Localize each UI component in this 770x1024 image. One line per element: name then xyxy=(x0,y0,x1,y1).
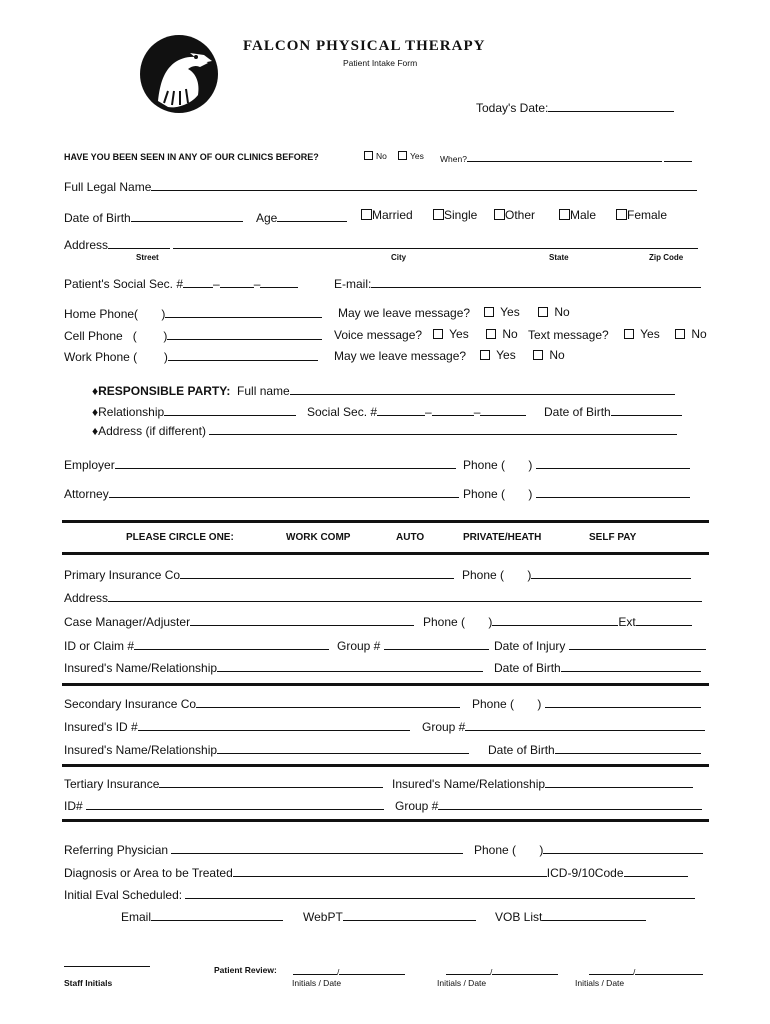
text-yes[interactable] xyxy=(624,327,660,341)
single-option[interactable] xyxy=(433,208,477,222)
secondary-group-field[interactable] xyxy=(422,719,705,734)
work-msg-yes[interactable] xyxy=(480,348,516,362)
checkbox-icon xyxy=(484,307,494,317)
insured-id-label: Insured's ID # xyxy=(64,720,138,734)
patient-review-text: Patient Review xyxy=(214,965,274,975)
webpt-field[interactable] xyxy=(303,909,476,924)
case-manager-field[interactable] xyxy=(64,614,414,629)
checkbox-icon xyxy=(361,209,372,220)
ssn-label: Patient's Social Sec. # xyxy=(64,277,184,291)
work-msg-no[interactable] xyxy=(533,348,565,362)
option-work-comp[interactable]: WORK COMP xyxy=(286,532,351,543)
diagnosis-label: Diagnosis or Area to be Treated xyxy=(64,866,233,880)
email-label: Email xyxy=(121,910,152,924)
dob-label: Date of Birth xyxy=(64,211,131,225)
home-leave-message xyxy=(338,306,470,320)
primary-address-field[interactable] xyxy=(64,590,702,605)
group-label: Group # xyxy=(337,639,381,653)
leave-message-label: May we leave message? xyxy=(338,306,471,320)
review-1-field[interactable]: / xyxy=(293,965,405,977)
secondary-insurance-label: Secondary Insurance Co xyxy=(64,697,197,711)
primary-phone-field[interactable]: Phone ( ) xyxy=(462,567,691,582)
voice-yes[interactable] xyxy=(433,327,469,341)
age-field[interactable] xyxy=(256,210,347,225)
primary-insured-name-field[interactable] xyxy=(64,660,483,675)
checkbox-icon xyxy=(480,350,490,360)
email-label: E-mail: xyxy=(334,277,372,291)
section-divider xyxy=(62,819,709,822)
yes-label: Yes xyxy=(449,327,469,341)
age-label: Age xyxy=(256,211,278,225)
seen-before-yes[interactable] xyxy=(398,151,424,161)
male-option[interactable] xyxy=(559,208,596,222)
tertiary-insurance-field[interactable] xyxy=(64,776,383,791)
responsible-ssn-field[interactable]: Social Sec. # – – xyxy=(307,404,526,419)
employer-field[interactable] xyxy=(64,457,456,472)
primary-insurance-field[interactable] xyxy=(64,567,454,582)
review-3-field[interactable]: / xyxy=(589,965,703,977)
checkbox-icon xyxy=(494,209,505,220)
icd-label: ICD-9/10Code xyxy=(546,866,624,880)
checkbox-icon xyxy=(364,151,373,160)
zip-label: Zip Code xyxy=(649,253,684,262)
staff-initials-label: Staff Initials xyxy=(64,978,113,988)
responsible-relationship-field[interactable]: ♦Relationship xyxy=(92,404,296,419)
group-label: Group # xyxy=(395,799,439,813)
circle-one-label: PLEASE CIRCLE ONE: xyxy=(126,532,234,543)
tertiary-insurance-label: Tertiary Insurance xyxy=(64,777,160,791)
city-label: City xyxy=(391,253,407,262)
single-label: Single xyxy=(444,208,478,222)
yes-label: Yes xyxy=(500,305,520,319)
home-phone-label: Home Phone xyxy=(64,307,135,321)
section-divider xyxy=(62,683,709,686)
referral-email-field[interactable] xyxy=(121,909,283,924)
primary-insurance-label: Primary Insurance Co xyxy=(64,568,181,582)
checkbox-icon xyxy=(398,151,407,160)
tertiary-insured-name-field[interactable] xyxy=(392,776,693,791)
when-field[interactable] xyxy=(440,153,692,164)
responsible-dob-label: Date of Birth xyxy=(544,405,611,419)
responsible-party-label: RESPONSIBLE PARTY: xyxy=(98,384,231,398)
attorney-label: Attorney xyxy=(64,487,109,501)
date-of-injury-field[interactable] xyxy=(494,638,706,653)
section-divider xyxy=(62,764,709,767)
dob-label: Date of Birth xyxy=(494,661,561,675)
referral-phone-field[interactable]: Phone ( ) xyxy=(474,842,703,857)
review-1-caption: Initials / Date xyxy=(292,978,342,988)
no-label: No xyxy=(502,327,518,341)
male-label: Male xyxy=(570,208,597,222)
form-subtitle: Patient Intake Form xyxy=(343,58,418,68)
todays-date-label: Today's Date: xyxy=(476,101,549,115)
webpt-label: WebPT xyxy=(303,910,343,924)
no-label: No xyxy=(554,305,570,319)
leave-message-label: May we leave message? xyxy=(334,349,467,363)
responsible-ssn-label: Social Sec. # xyxy=(307,405,378,419)
patient-review-label: Patient Review: xyxy=(214,965,277,975)
home-msg-no[interactable] xyxy=(538,305,570,319)
dob-label: Date of Birth xyxy=(488,743,555,757)
initial-eval-label: Initial Eval Scheduled: xyxy=(64,888,183,902)
attorney-phone-field[interactable]: Phone ( ) xyxy=(463,486,690,501)
primary-group-field[interactable] xyxy=(337,638,489,653)
checkbox-icon xyxy=(616,209,627,220)
checkbox-icon xyxy=(624,329,634,339)
option-self-pay[interactable]: SELF PAY xyxy=(589,532,637,543)
voice-message xyxy=(334,328,422,342)
female-label: Female xyxy=(627,208,668,222)
referring-physician-field[interactable] xyxy=(64,842,463,857)
group-label: Group # xyxy=(422,720,466,734)
phone-label: Phone xyxy=(462,568,497,582)
section-divider xyxy=(62,552,709,555)
home-phone-field[interactable]: Home Phone( ) xyxy=(64,306,322,321)
responsible-address-label: Address (if different) xyxy=(98,424,206,438)
address-label: Address xyxy=(64,238,109,252)
secondary-phone-field[interactable]: Phone ( ) xyxy=(472,696,701,711)
id-claim-field[interactable] xyxy=(64,638,329,653)
falcon-logo xyxy=(138,33,220,115)
seen-before-no[interactable] xyxy=(364,151,387,161)
vob-list-field[interactable] xyxy=(495,909,646,924)
option-auto[interactable]: AUTO xyxy=(396,532,425,543)
initial-eval-field[interactable] xyxy=(64,887,695,902)
secondary-insurance-field[interactable] xyxy=(64,696,460,711)
phone-label: Phone ( xyxy=(463,487,506,501)
full-legal-name-field[interactable] xyxy=(64,179,697,194)
checkbox-icon xyxy=(559,209,570,220)
street-label: Street xyxy=(136,253,159,262)
address-field[interactable] xyxy=(64,237,698,252)
ext-label: Ext xyxy=(618,615,636,629)
no-label: No xyxy=(691,327,707,341)
responsible-address-field[interactable]: ♦Address (if different) xyxy=(92,423,677,438)
yes-label: Yes xyxy=(410,151,424,161)
responsible-dob-field[interactable] xyxy=(544,404,682,419)
attorney-field[interactable] xyxy=(64,486,459,501)
case-manager-label: Case Manager/Adjuster xyxy=(64,615,191,629)
cell-phone-field[interactable]: Cell Phone ( ) xyxy=(64,328,322,343)
option-private-heath[interactable]: PRIVATE/HEATH xyxy=(463,532,542,543)
checkbox-icon xyxy=(533,350,543,360)
text-message-label: Text message? xyxy=(528,328,609,342)
work-leave-message xyxy=(334,349,466,363)
vob-list-label: VOB List xyxy=(495,910,543,924)
relationship-label: Relationship xyxy=(98,405,165,419)
full-legal-name-label: Full Legal Name xyxy=(64,180,152,194)
responsible-full-name-field[interactable]: ♦RESPONSIBLE PARTY: Full name xyxy=(92,383,675,398)
secondary-insured-id-field[interactable] xyxy=(64,719,410,734)
date-of-injury-label: Date of Injury xyxy=(494,639,566,653)
ssn-field[interactable]: Patient's Social Sec. # – – xyxy=(64,276,298,291)
primary-insured-dob-field[interactable] xyxy=(494,660,701,675)
when-label: When? xyxy=(440,154,467,164)
secondary-insured-dob-field[interactable] xyxy=(488,742,701,757)
case-manager-phone-field[interactable]: Phone ( ) Ext xyxy=(423,614,692,629)
no-label: No xyxy=(376,151,387,161)
employer-label: Employer xyxy=(64,458,115,472)
checkbox-icon xyxy=(433,329,443,339)
dob-field[interactable] xyxy=(64,210,243,225)
review-2-field[interactable]: / xyxy=(446,965,558,977)
id-claim-label: ID or Claim # xyxy=(64,639,135,653)
id-label: ID# xyxy=(64,799,83,813)
phone-label: Phone xyxy=(472,697,507,711)
insured-name-label: Insured's Name/Relationship xyxy=(392,777,546,791)
other-option[interactable] xyxy=(494,208,535,222)
tertiary-id-field[interactable] xyxy=(64,798,384,813)
text-no[interactable] xyxy=(675,327,707,341)
referring-physician-label: Referring Physician xyxy=(64,843,169,857)
work-phone-field[interactable]: Work Phone ( ) xyxy=(64,349,318,364)
married-label: Married xyxy=(372,208,413,222)
primary-address-label: Address xyxy=(64,591,109,605)
secondary-insured-name-field[interactable] xyxy=(64,742,469,757)
text-message xyxy=(528,328,609,342)
female-option[interactable] xyxy=(616,208,667,222)
checkbox-icon xyxy=(433,209,444,220)
tertiary-group-field[interactable] xyxy=(395,798,702,813)
voice-no[interactable] xyxy=(486,327,518,341)
checkbox-icon xyxy=(675,329,685,339)
married-option[interactable] xyxy=(361,208,413,222)
phone-label: Phone xyxy=(423,615,458,629)
phone-label: Phone ( xyxy=(463,458,506,472)
review-3-caption: Initials / Date xyxy=(575,978,625,988)
email-field[interactable] xyxy=(334,276,701,291)
work-phone-label: Work Phone xyxy=(64,350,130,364)
home-msg-yes[interactable] xyxy=(484,305,520,319)
diagnosis-field[interactable] xyxy=(64,865,688,880)
employer-phone-field[interactable]: Phone ( ) xyxy=(463,457,690,472)
other-label: Other xyxy=(505,208,536,222)
form-title: FALCON PHYSICAL THERAPY xyxy=(243,38,486,54)
cell-phone-label: Cell Phone xyxy=(64,329,123,343)
voice-message-label: Voice message? xyxy=(334,328,423,342)
todays-date-field[interactable] xyxy=(476,100,674,115)
phone-label: Phone xyxy=(474,843,509,857)
review-2-caption: Initials / Date xyxy=(437,978,487,988)
seen-before-question: HAVE YOU BEEN SEEN IN ANY OF OUR CLINICS BEFORE? xyxy=(64,152,319,162)
state-label: State xyxy=(549,253,569,262)
staff-initials-line[interactable] xyxy=(64,966,150,967)
responsible-full-name-label: Full name xyxy=(237,384,290,398)
no-label: No xyxy=(549,348,565,362)
checkbox-icon xyxy=(538,307,548,317)
yes-label: Yes xyxy=(640,327,660,341)
section-divider xyxy=(62,520,709,523)
insured-name-label: Insured's Name/Relationship xyxy=(64,661,218,675)
insured-name-label: Insured's Name/Relationship xyxy=(64,743,218,757)
yes-label: Yes xyxy=(496,348,516,362)
checkbox-icon xyxy=(486,329,496,339)
